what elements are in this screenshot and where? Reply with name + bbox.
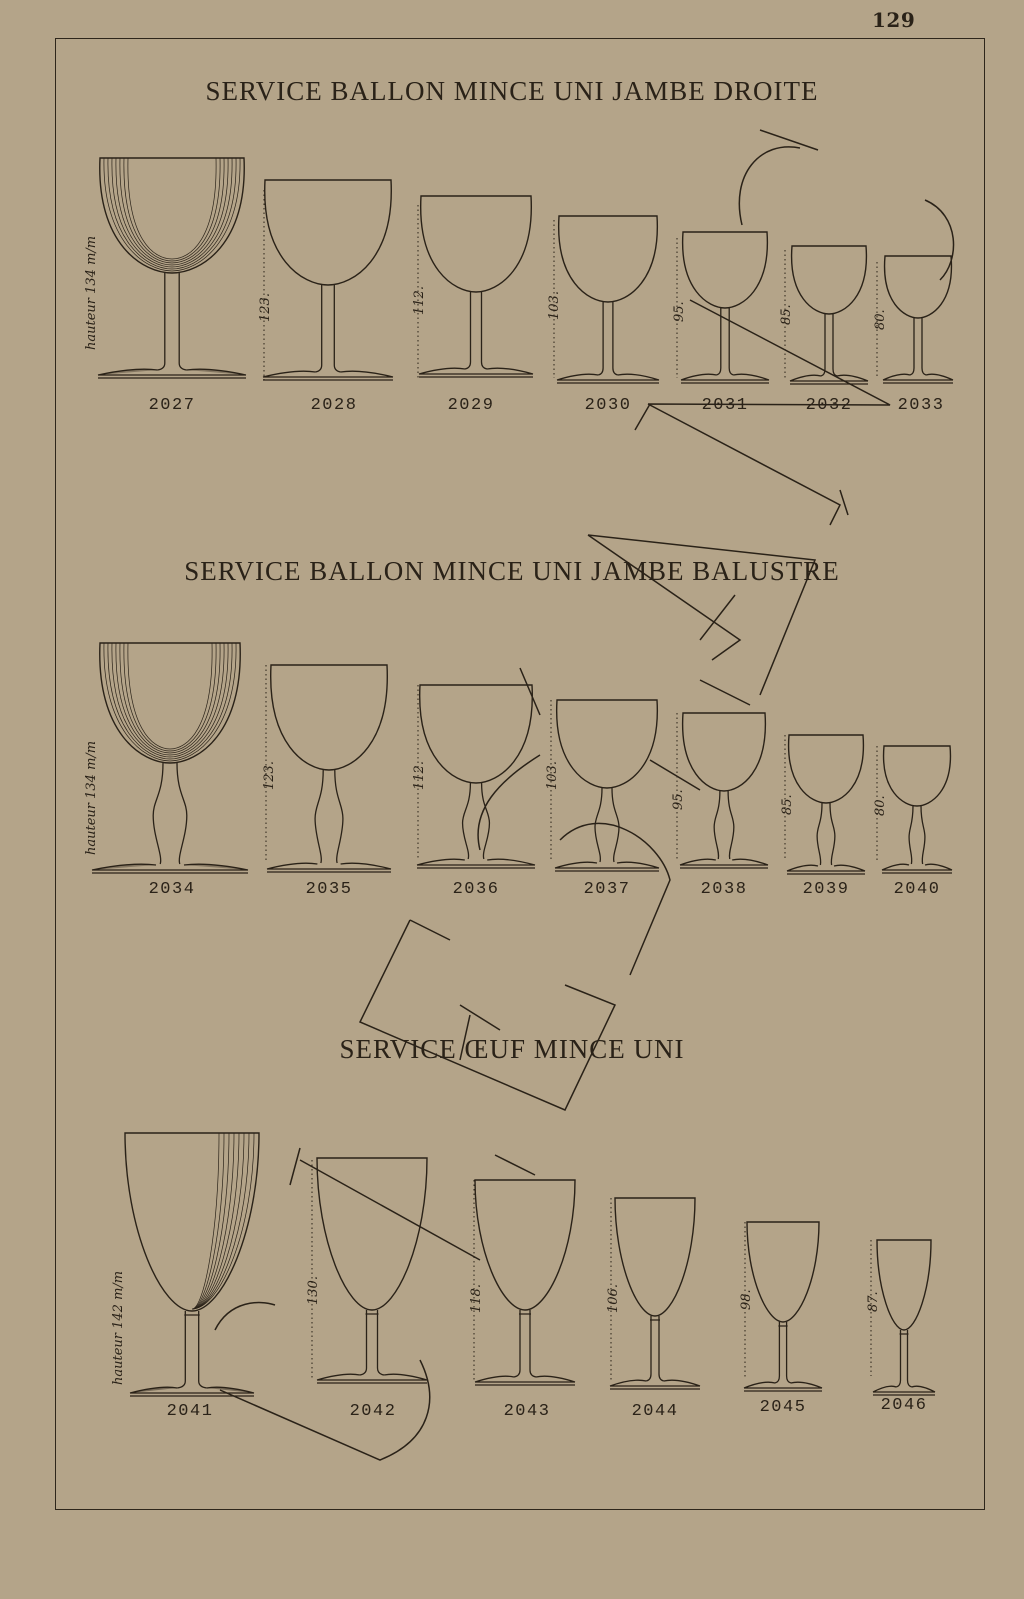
- ref-2028: 2028: [310, 396, 358, 415]
- page-number: 129: [872, 8, 916, 32]
- pen-mark-5: [360, 920, 615, 1110]
- height-2035: 123.: [262, 761, 277, 790]
- height-2031: 95.: [672, 301, 687, 322]
- glass-2030: [557, 216, 659, 383]
- height-2042: 130.: [306, 1276, 321, 1305]
- pen-mark-2: [588, 535, 815, 695]
- glass-2031: [681, 232, 769, 383]
- pen-mark-1: [635, 130, 954, 525]
- height-2045: 98.: [739, 1289, 754, 1310]
- height-2037: 103.: [545, 761, 560, 790]
- ref-2041: 2041: [166, 1402, 214, 1421]
- height-2028: 123.: [258, 293, 273, 322]
- glass-2040: [882, 746, 952, 873]
- height-2030: 103.: [547, 291, 562, 320]
- glass-2028: [263, 180, 393, 380]
- height-2046: 87.: [866, 1291, 881, 1312]
- height-2043: 118.: [469, 1284, 484, 1313]
- ref-2039: 2039: [802, 880, 850, 899]
- glass-2029: [419, 196, 533, 377]
- ref-2034: 2034: [148, 880, 196, 899]
- height-2044: 106.: [606, 1284, 621, 1313]
- glass-2033: [883, 256, 953, 383]
- glass-2045: [744, 1222, 822, 1391]
- height-2034: hauteur 134 m/m: [84, 740, 99, 855]
- ref-2033: 2033: [897, 396, 945, 415]
- glass-2041: [125, 1133, 259, 1396]
- ref-2030: 2030: [584, 396, 632, 415]
- section-title-jambe-droite: SERVICE BALLON MINCE UNI JAMBE DROITE: [205, 76, 819, 106]
- ref-2040: 2040: [893, 880, 941, 899]
- ref-2038: 2038: [700, 880, 748, 899]
- ref-2042: 2042: [349, 1402, 397, 1421]
- height-2038: 95.: [671, 789, 686, 810]
- ref-2043: 2043: [503, 1402, 551, 1421]
- ref-2029: 2029: [447, 396, 495, 415]
- ref-2045: 2045: [759, 1398, 807, 1417]
- glass-2039: [787, 735, 865, 874]
- ref-2032: 2032: [805, 396, 853, 415]
- glass-2044: [610, 1198, 700, 1389]
- height-2039: 85.: [780, 794, 795, 815]
- glass-2035: [267, 665, 391, 872]
- glass-2046: [873, 1240, 935, 1395]
- height-2033: 80.: [873, 309, 888, 330]
- ref-2046: 2046: [880, 1396, 928, 1415]
- glass-2042: [317, 1158, 427, 1383]
- height-2027: hauteur 134 m/m: [84, 235, 99, 350]
- ref-2044: 2044: [631, 1402, 679, 1421]
- ref-2035: 2035: [305, 880, 353, 899]
- glass-2034: [92, 643, 248, 873]
- glass-2037: [555, 700, 659, 871]
- glass-2032: [790, 246, 868, 384]
- glass-2036: [417, 685, 535, 868]
- ref-2036: 2036: [452, 880, 500, 899]
- height-2036: 112.: [412, 761, 427, 790]
- height-2029: 112.: [412, 286, 427, 315]
- glass-2027: [98, 158, 246, 378]
- glass-2043: [475, 1180, 575, 1385]
- ref-2031: 2031: [701, 396, 749, 415]
- section-title-jambe-balustre: SERVICE BALLON MINCE UNI JAMBE BALUSTRE: [184, 556, 840, 586]
- height-2041: hauteur 142 m/m: [111, 1270, 126, 1385]
- height-2040: 80.: [873, 795, 888, 816]
- section-title-oeuf: SERVICE ŒUF MINCE UNI: [339, 1034, 685, 1064]
- ref-2027: 2027: [148, 396, 196, 415]
- ref-2037: 2037: [583, 880, 631, 899]
- glass-2038: [680, 713, 768, 868]
- height-2032: 85.: [779, 304, 794, 325]
